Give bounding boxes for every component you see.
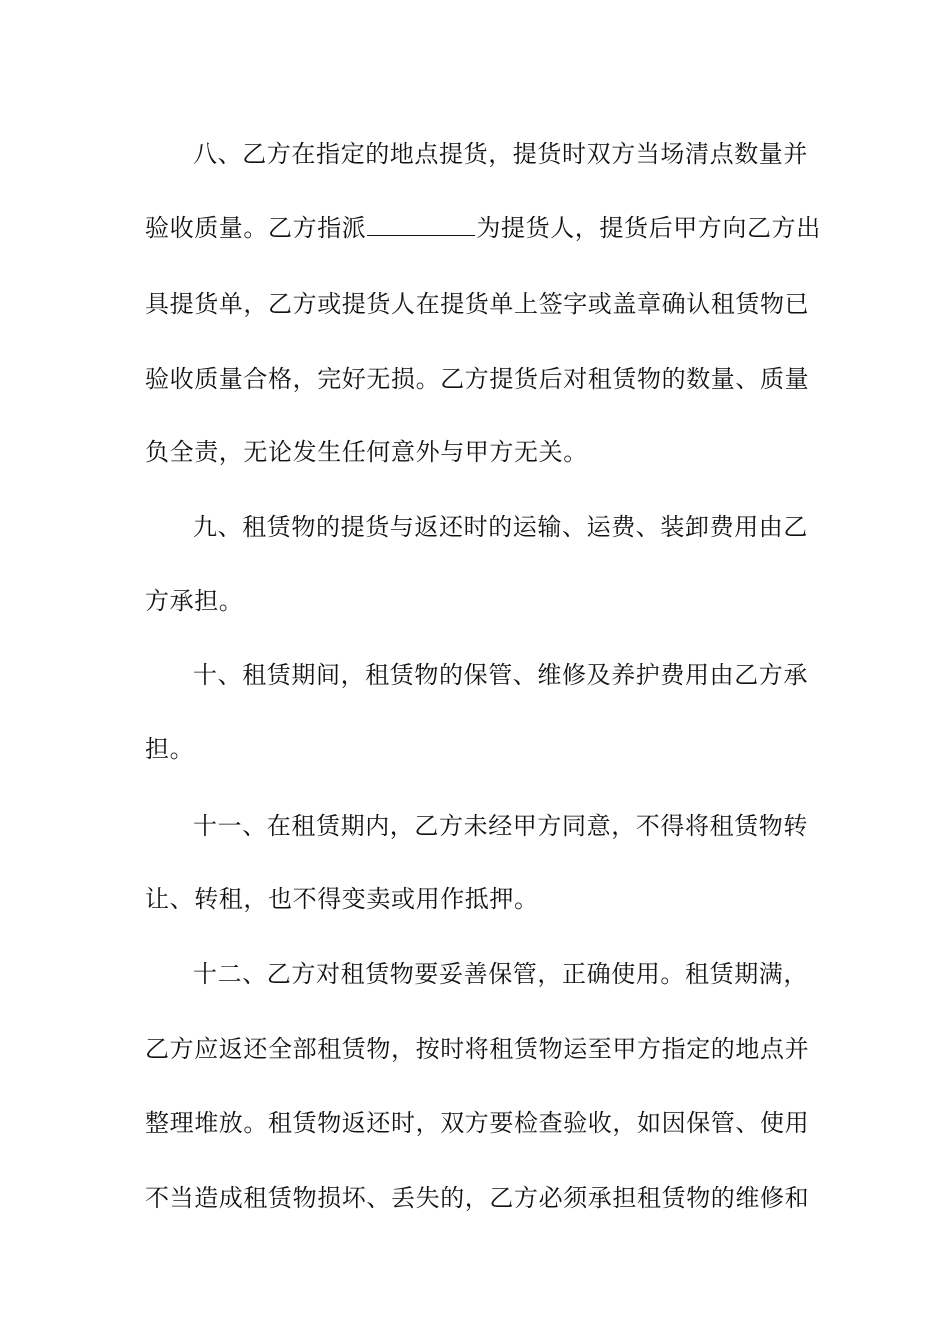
paragraph-8-line-2	[145, 208, 821, 248]
paragraph-8-line-3: 具提货单，乙方或提货人在提货单上签字或盖章确认租赁物已	[145, 290, 810, 318]
paragraph-8-line-2-start: 验收质量。乙方指派	[145, 214, 367, 242]
paragraph-11-line-2: 让、转租，也不得变卖或用作抵押。	[145, 885, 539, 913]
paragraph-12-line-2: 乙方应返还全部租赁物，按时将租赁物运至甲方指定的地点并	[145, 1035, 810, 1063]
paragraph-11-line-1: 十一、在租赁期内，乙方未经甲方同意，不得将租赁物转	[193, 812, 808, 840]
paragraph-9-line-2: 方承担。	[145, 587, 244, 615]
paragraph-10-line-1: 十、租赁期间，租赁物的保管、维修及养护费用由乙方承	[193, 661, 808, 689]
pickup-person-blank	[367, 213, 475, 236]
paragraph-8-line-4: 验收质量合格，完好无损。乙方提货后对租赁物的数量、质量	[145, 365, 810, 393]
paragraph-12-line-1: 十二、乙方对租赁物要妥善保管，正确使用。租赁期满，	[193, 960, 808, 988]
paragraph-9-line-1: 九、租赁物的提货与返还时的运输、运费、装卸费用由乙	[193, 513, 808, 541]
paragraph-8-line-1: 八、乙方在指定的地点提货，提货时双方当场清点数量并	[193, 140, 808, 168]
paragraph-10-line-2: 担。	[145, 735, 195, 763]
paragraph-12-line-4: 不当造成租赁物损坏、丢失的，乙方必须承担租赁物的维修和	[145, 1184, 810, 1212]
paragraph-12-line-3: 整理堆放。租赁物返还时，双方要检查验收，如因保管、使用	[145, 1109, 810, 1137]
paragraph-8-line-5: 负全责，无论发生任何意外与甲方无关。	[145, 438, 588, 466]
paragraph-8-line-2-end: 为提货人，提货后甲方向乙方出	[476, 214, 821, 242]
